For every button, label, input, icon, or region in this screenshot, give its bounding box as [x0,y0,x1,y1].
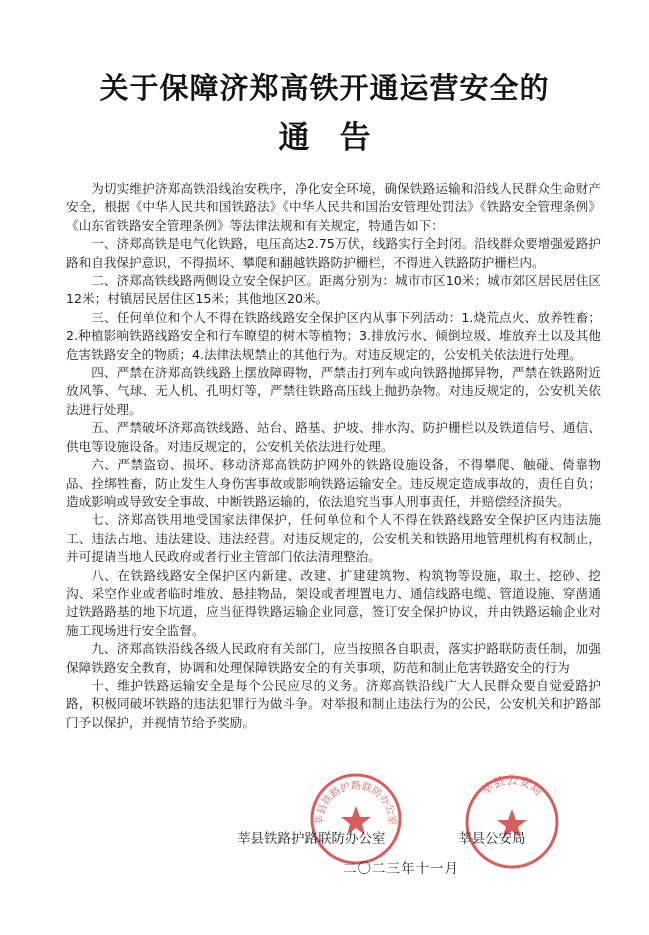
paragraph-item-5: 五、严禁破坏济郑高铁线路、站台、路基、护坡、排水沟、防护栅栏以及铁道信号、通信、供电等设施设备。对违反规定的，公安机关依法进行处理。 [66,420,601,454]
seal-stamp-1 [307,770,405,868]
seal-stamp-2 [462,772,562,872]
notice-title: 关于保障济郑高铁开通运营安全的 [99,71,550,105]
notice-heading: 通告 [278,120,401,156]
paragraph-item-10: 十、维护铁路运输安全是每个公民应尽的义务。济郑高铁沿线广大人民群众要自觉爱路护路，积极同破坏铁路的违法犯罪行为做斗争。对举报和制止违法行为的公民，公安机关和护路部门予以保护，并视情节给予奖励。 [66,677,601,730]
paragraph-item-9: 九、济郑高铁沿线各级人民政府有关部门，应当按照各自职责，落实护路联防责任制，加强保障铁路安全教育，协调和处理保障铁路安全的有关事项，防范和制止危害铁路安全的行为 [66,641,601,675]
paragraph-item-6: 六、严禁盗窃、损坏、移动济郑高铁防护网外的铁路设施设备，不得攀爬、触碰、倚靠物品、拴绑牲畜，防止发生人身伤害事故或影响铁路运输安全。违反规定造成事故的，责任自负；造成影响或导致安全事故、中断铁路运输的，依法追究当事人刑事责任，并赔偿经济损失。 [66,457,601,509]
paragraph-item-8: 八、在铁路线路安全保护区内新建、改建、扩建建筑物、构筑物等设施，取土、挖砂、挖沟、采空作业或者临时堆放、悬挂物品，架设或者埋置电力、通信线路电缆、管道设施、穿凿通过铁路路基的地下坑道，应当征得铁路运输企业同意，签订安全保护协议，并由铁路运输企业对施工现场进行安全监督。 [66,567,601,638]
paragraph-item-1: 一、济郑高铁是电气化铁路，电压高达2.75万伏，线路实行全封闭。沿线群众要增强爱路护路和自我保护意识，不得损坏、攀爬和翻越铁路防护栅栏，不得进入铁路防护栅栏内。 [66,236,601,270]
signature-org-1: 莘县铁路护路联防办公室 [237,831,386,847]
seal-1-text: 莘县铁路护路联防办公室 [314,781,398,826]
paragraph-item-2: 二、济郑高铁线路两侧设立安全保护区。距离分别为：城市市区10米；城市郊区居民居住区12米；村镇居民居住区15米；其他地区20米。 [66,273,601,307]
seal-2-text: 莘县公安局 [478,772,546,799]
paragraph-item-3: 三、任何单位和个人不得在铁路线路安全保护区内从事下列活动：1.烧荒点火、放养牲畜；2.种植影响铁路线路安全和行车瞭望的树木等植物；3.排放污水、倾倒垃圾、堆放弃土以及其他危害铁路安全的物质；4.法律法规禁止的其他行为。对违反规定的，公安机关依法进行处理。 [66,309,601,362]
paragraph-intro: 为切实维护济郑高铁沿线治安秩序，净化安全环境，确保铁路运输和沿线人民群众生命财产安全，根据《中华人民共和国铁路法》《中华人民共和国治安管理处罚法》《铁路安全管理条例》《山东省铁路安全管理条例》等法律法规和有关规定，特通告如下： [66,181,601,233]
signature-date: 二〇二三年十一月 [343,861,459,877]
paragraph-item-7: 七、济郑高铁用地受国家法律保护，任何单位和个人不得在铁路线路安全保护区内违法施工、违法占地、违法建设、违法经营。对违反规定的，公安机关和铁路用地管理机构有权制止，并可提请当地人民政府或者行业主管部门依法清理整治。 [66,512,601,565]
paragraph-item-4: 四、严禁在济郑高铁线路上摆放障碍物，严禁击打列车或向铁路抛掷异物，严禁在铁路附近放风筝、气球、无人机、孔明灯等，严禁往铁路高压线上抛扔杂物。对违反规定的，公安机关依法进行处理。 [66,365,601,417]
signature-org-2: 莘县公安局 [458,831,526,847]
notice-body [66,180,601,732]
